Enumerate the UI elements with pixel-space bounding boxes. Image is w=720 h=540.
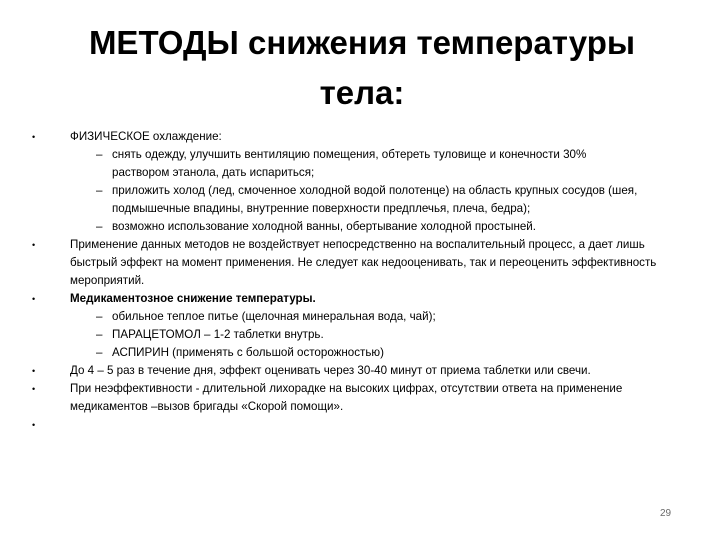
sub-list-item-text: снять одежду, улучшить вентиляцию помещения, обтереть туловище и конечности 30% раствором этанола, дать испариться; (112, 148, 587, 179)
dash-marker: – (96, 328, 103, 341)
list-item (0, 236, 720, 290)
sub-list-item (96, 308, 642, 326)
sub-list-item (96, 218, 642, 236)
bullet-marker: • (32, 366, 36, 376)
slide-title-line-2: тела: (319, 74, 405, 111)
list-item-text: ФИЗИЧЕСКОЕ охлаждение: (70, 130, 222, 143)
list-item (0, 380, 720, 416)
page-number: 29 (660, 508, 672, 519)
dash-marker: – (96, 310, 103, 323)
sub-list-item-text: приложить холод (лед, смоченное холодной водой полотенце) на область крупных сосудов (шея, подмышечные впадины, внутренние поверхности предплечья, плеча, бедра); (112, 184, 638, 215)
list-item-text (70, 416, 670, 434)
sub-list-item (96, 146, 642, 182)
list-item-text: Применение данных методов не воздействует непосредственно на воспалительный процесс, а дает лишь быстрый эффект на момент применения. Не следует как недооценивать, так и переоценить эффективность мероприятий. (70, 238, 657, 287)
bullet-marker: • (32, 132, 36, 142)
list-item-text: При неэффективности - длительной лихорадке на высоких цифрах, отсутствии ответа на применение медикаментов –вызов бригады «Скорой помощи». (70, 382, 623, 413)
list-item-text: До 4 – 5 раз в течение дня, эффект оценивать через 30-40 минут от приема таблетки или свечи. (70, 364, 591, 377)
sub-list-item (96, 326, 642, 344)
list-item (0, 362, 720, 380)
dash-marker: – (96, 184, 103, 197)
sub-list-item-text: возможно использование холодной ванны, обертывание холодной простыней. (112, 220, 536, 233)
bullet-marker: • (32, 420, 36, 430)
sub-list-item (96, 344, 642, 362)
list-item (0, 290, 720, 308)
dash-marker: – (96, 220, 103, 233)
dash-marker: – (96, 148, 103, 161)
sub-list-item-text: ПАРАЦЕТОМОЛ – 1-2 таблетки внутрь. (112, 328, 324, 341)
list-item (0, 416, 720, 434)
slide-title (62, 18, 662, 118)
list-item (0, 128, 720, 146)
bullet-marker: • (32, 294, 36, 304)
bullet-list (0, 128, 720, 434)
bullet-marker: • (32, 384, 36, 394)
slide-title-line-1: МЕТОДЫ снижения температуры (88, 24, 636, 61)
sub-list-item (96, 182, 642, 218)
dash-marker: – (96, 346, 103, 359)
list-item-text: Медикаментозное снижение температуры. (70, 292, 316, 305)
bullet-marker: • (32, 240, 36, 250)
sub-list-item-text: АСПИРИН (применять с большой осторожностью) (112, 346, 384, 359)
sub-list-item-text: обильное теплое питье (щелочная минеральная вода, чай); (112, 310, 436, 323)
